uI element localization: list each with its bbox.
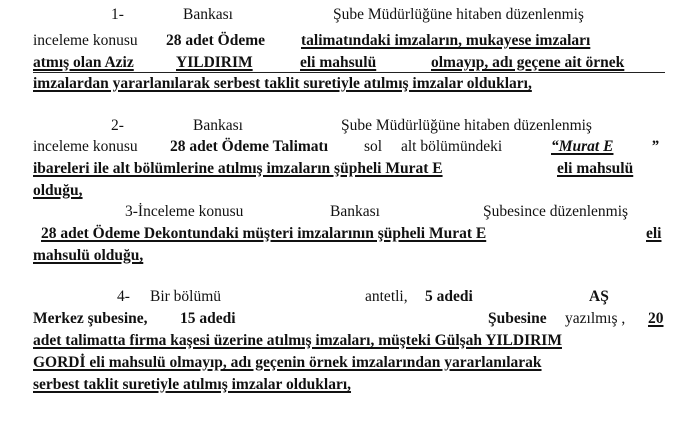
- p2-l3-a: ibareleri ile alt bölümlerine atılmış imzaların şüpheli Murat E: [33, 160, 443, 177]
- p4-line-2: [0, 308, 690, 330]
- p1-number: 1-: [111, 6, 124, 23]
- p2-line-4: [0, 180, 690, 202]
- p2-l2-a: inceleme konusu: [33, 138, 138, 155]
- p3-branch: Şubesince düzenlenmiş: [483, 203, 629, 220]
- p1-line-3: [0, 52, 690, 74]
- p3-l1-a: 3-İnceleme konusu: [125, 203, 244, 220]
- p4-l1-d: 5 adedi: [425, 288, 473, 305]
- p4-l2-c: Şubesine: [488, 310, 547, 327]
- p2-line-3: [0, 158, 690, 180]
- p4-line-1: [0, 286, 690, 308]
- underline-rule: [33, 72, 665, 73]
- p1-l3-b: YILDIRIM: [176, 54, 253, 71]
- p3-line-2: [0, 223, 690, 245]
- p3-bank: Bankası: [330, 203, 380, 220]
- p4-l2-d: yazılmış ,: [565, 310, 626, 327]
- p1-bank: Bankası: [183, 6, 233, 23]
- p2-l2-c: sol: [364, 138, 383, 155]
- p1-line-1: [0, 4, 690, 26]
- p1-l3-a: atmış olan Aziz: [33, 54, 134, 71]
- p4-l2-a: Merkez şubesine,: [33, 310, 148, 327]
- p4-l1-e: AŞ: [589, 288, 609, 305]
- p2-line-2: [0, 136, 690, 158]
- p4-l4: GORDİ eli mahsulü olmayıp, adı geçenin örnek imzalarından yararlanılarak: [33, 354, 542, 371]
- p3-l2-b: eli: [646, 225, 662, 242]
- p4-line-3: [0, 330, 690, 352]
- p2-line-1: [0, 115, 690, 137]
- p1-l3-d: olmayıp, adı geçene ait örnek: [431, 54, 625, 71]
- p3-line-3: [0, 245, 690, 267]
- p4-line-5: [0, 374, 690, 396]
- p1-l4: imzalardan yararlanılarak serbest taklit suretiyle atılmış imzalar oldukları,: [33, 75, 532, 92]
- p3-l2-a: 28 adet Ödeme Dekontundaki müşteri imzalarının şüpheli Murat E: [41, 225, 487, 242]
- p4-l2-b: 15 adedi: [180, 310, 236, 327]
- p1-l2-c: talimatındaki imzaların, mukayese imzaları: [301, 32, 591, 49]
- p1-branch: Şube Müdürlüğüne hitaben düzenlenmiş: [333, 6, 584, 23]
- p4-number: 4-: [117, 288, 130, 305]
- p1-l2-a: inceleme konusu: [33, 32, 138, 49]
- p1-l3-c: eli mahsulü: [300, 54, 377, 71]
- p2-l2-b: 28 adet Ödeme Talimatı: [170, 138, 329, 155]
- p1-line-4: [0, 73, 690, 95]
- p4-l1-c: antetli,: [365, 288, 408, 305]
- p1-line-2: [0, 30, 690, 52]
- p4-l2-e: 20: [648, 310, 664, 327]
- p4-line-4: [0, 352, 690, 374]
- p4-l1-b: Bir bölümü: [150, 288, 222, 305]
- p2-l2-f: ”: [651, 138, 659, 155]
- p2-number: 2-: [111, 117, 124, 134]
- p2-l3-b: eli mahsulü: [557, 160, 634, 177]
- p2-l4: olduğu,: [33, 182, 83, 199]
- p3-line-1: [0, 201, 690, 223]
- p2-bank: Bankası: [193, 117, 243, 134]
- p4-l3: adet talimatta firma kaşesi üzerine atılmış imzaları, müşteki Gülşah YILDIRIM: [33, 332, 562, 349]
- p2-l2-d: alt bölümündeki: [401, 138, 503, 155]
- p1-l2-b: 28 adet Ödeme: [166, 32, 266, 49]
- p3-l3: mahsulü olduğu,: [33, 247, 144, 264]
- p4-l5: serbest taklit suretiyle atılmış imzalar oldukları,: [33, 376, 352, 393]
- p2-l2-e: “Murat E: [551, 138, 614, 155]
- p2-branch: Şube Müdürlüğüne hitaben düzenlenmiş: [341, 117, 592, 134]
